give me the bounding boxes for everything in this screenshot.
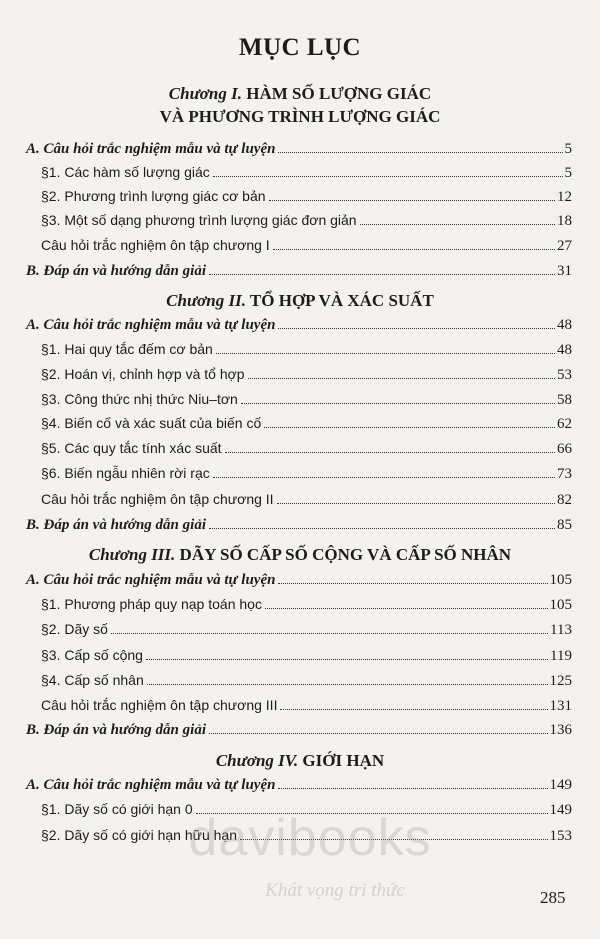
entry-page: 48 [557, 317, 572, 333]
entry-text: Câu hỏi trắc nghiệm ôn tập chương I [41, 237, 270, 253]
entry-page: 119 [550, 648, 572, 664]
page-number: 285 [540, 888, 566, 907]
entry-text: §2. Dãy số [41, 621, 108, 637]
chapter-1-title-line1: HÀM SỐ LƯỢNG GIÁC [246, 84, 432, 103]
toc-entry-ch1-item-4[interactable] [41, 237, 572, 259]
toc-entry-ch4-section-a[interactable] [26, 777, 572, 799]
entry-text: Câu hỏi trắc nghiệm ôn tập chương III [41, 697, 278, 713]
entry-page: 18 [557, 213, 572, 229]
entry-page: 73 [557, 466, 572, 482]
entry-text: §4. Cấp số nhân [41, 672, 144, 688]
toc-entry-ch3-item-4[interactable] [41, 672, 572, 694]
entry-text: §4. Biến cố và xác suất của biến cố [41, 415, 262, 431]
entry-text: A. Câu hỏi trắc nghiệm mẫu và tự luyện [26, 777, 276, 793]
dot-leader [278, 152, 562, 153]
toc-entry-ch1-section-b[interactable] [26, 263, 572, 285]
toc-entry-ch3-section-a[interactable] [26, 572, 572, 594]
toc-entry-ch2-item-6[interactable] [41, 465, 572, 487]
toc-entry-ch3-item-2[interactable] [41, 621, 572, 643]
chapter-2-label: Chương II. [166, 291, 246, 310]
dot-leader [278, 788, 547, 789]
entry-page: 48 [557, 342, 572, 358]
entry-page: 125 [549, 673, 572, 689]
entry-page: 105 [549, 597, 572, 613]
toc-entry-ch2-item-3[interactable] [41, 391, 572, 413]
entry-page: 66 [557, 441, 572, 457]
entry-page: 82 [557, 492, 572, 508]
entry-text: A. Câu hỏi trắc nghiệm mẫu và tự luyện [26, 317, 276, 333]
toc-entry-ch2-item-2[interactable] [41, 366, 572, 388]
toc-entry-ch3-item-5[interactable] [41, 697, 572, 719]
entry-page: 12 [557, 189, 572, 205]
toc-entry-ch2-section-a[interactable] [26, 317, 572, 339]
davibooks-watermark-logo: davibooks [188, 809, 432, 867]
entry-text: §2. Dãy số có giới hạn hữu hạn [41, 827, 238, 843]
dot-leader [111, 633, 548, 634]
dot-leader [209, 274, 555, 275]
entry-text: §2. Phương trình lượng giác cơ bản [41, 188, 266, 204]
toc-entry-ch1-item-2[interactable] [41, 188, 572, 210]
entry-page: 31 [557, 263, 572, 279]
entry-text: A. Câu hỏi trắc nghiệm mẫu và tự luyện [26, 141, 276, 157]
entry-text: §2. Hoán vị, chỉnh hợp và tổ hợp [41, 366, 245, 382]
entry-text: §5. Các quy tắc tính xác suất [41, 440, 222, 456]
chapter-4-label: Chương IV. [215, 751, 299, 770]
chapter-1-heading [0, 84, 600, 127]
dot-leader [360, 224, 555, 225]
entry-page: 5 [564, 141, 572, 157]
chapter-1-label: Chương I. [168, 84, 242, 103]
dot-leader [278, 583, 547, 584]
dot-leader [280, 709, 547, 710]
dot-leader [277, 503, 555, 504]
entry-page: 53 [557, 367, 572, 383]
dot-leader [213, 176, 563, 177]
dot-leader [264, 427, 555, 428]
toc-entry-ch3-section-b[interactable] [26, 722, 572, 744]
dot-leader [147, 684, 548, 685]
toc-entry-ch2-item-5[interactable] [41, 440, 572, 462]
dot-leader [269, 200, 555, 201]
entry-text: §1. Hai quy tắc đếm cơ bản [41, 341, 213, 357]
dot-leader [273, 249, 555, 250]
entry-page: 149 [549, 802, 572, 818]
toc-entry-ch3-item-1[interactable] [41, 596, 572, 618]
entry-text: §1. Dãy số có giới hạn 0 [41, 801, 193, 817]
toc-entry-ch3-item-3[interactable] [41, 647, 572, 669]
entry-text: §1. Các hàm số lượng giác [41, 164, 210, 180]
dot-leader [146, 659, 548, 660]
chapter-2-title: TỔ HỢP VÀ XÁC SUẤT [249, 291, 434, 310]
entry-text: §3. Công thức nhị thức Niu–tơn [41, 391, 238, 407]
dot-leader [241, 403, 555, 404]
dot-leader [209, 528, 555, 529]
chapter-2-heading [0, 291, 600, 311]
dot-leader [216, 353, 555, 354]
entry-text: A. Câu hỏi trắc nghiệm mẫu và tự luyện [26, 572, 276, 588]
entry-text: B. Đáp án và hướng dẫn giải [26, 517, 206, 533]
toc-entry-ch2-section-b[interactable] [26, 517, 572, 539]
dot-leader [248, 378, 555, 379]
chapter-4-heading [0, 751, 600, 771]
entry-page: 58 [557, 392, 572, 408]
entry-page: 85 [557, 517, 572, 533]
entry-text: B. Đáp án và hướng dẫn giải [26, 722, 206, 738]
entry-text: §6. Biến ngẫu nhiên rời rạc [41, 465, 210, 481]
page-title: MỤC LỤC [238, 34, 362, 61]
entry-page: 149 [549, 777, 572, 793]
dot-leader [213, 477, 555, 478]
dot-leader [225, 452, 555, 453]
dot-leader [209, 733, 548, 734]
entry-text: B. Đáp án và hướng dẫn giải [26, 263, 206, 279]
entry-text: Câu hỏi trắc nghiệm ôn tập chương II [41, 491, 274, 507]
entry-page: 153 [549, 828, 572, 844]
toc-entry-ch1-item-1[interactable] [41, 164, 572, 186]
toc-entry-ch1-item-3[interactable] [41, 212, 572, 234]
watermark-tagline: Khát vọng tri thức [265, 880, 405, 901]
entry-text: §3. Một số dạng phương trình lượng giác đơn giản [41, 212, 357, 228]
entry-text: §3. Cấp số cộng [41, 647, 143, 663]
dot-leader [278, 328, 555, 329]
chapter-3-heading [0, 545, 600, 565]
chapter-1-title-line2: VÀ PHƯƠNG TRÌNH LƯỢNG GIÁC [159, 107, 441, 126]
entry-page: 113 [550, 622, 572, 638]
toc-entry-ch2-item-4[interactable] [41, 415, 572, 437]
entry-page: 27 [557, 238, 572, 254]
chapter-3-label: Chương III. [88, 545, 176, 564]
entry-text: §1. Phương pháp quy nạp toán học [41, 596, 262, 612]
chapter-4-title: GIỚI HẠN [302, 751, 385, 770]
toc-entry-ch1-section-a[interactable] [26, 141, 572, 163]
entry-page: 136 [549, 722, 572, 738]
entry-page: 131 [549, 698, 572, 714]
dot-leader [265, 608, 548, 609]
entry-page: 5 [564, 165, 572, 181]
chapter-3-title: DÃY SỐ CẤP SỐ CỘNG VÀ CẤP SỐ NHÂN [179, 545, 512, 564]
toc-entry-ch2-item-7[interactable] [41, 491, 572, 513]
toc-entry-ch2-item-1[interactable] [41, 341, 572, 363]
entry-page: 62 [557, 416, 572, 432]
entry-page: 105 [549, 572, 572, 588]
